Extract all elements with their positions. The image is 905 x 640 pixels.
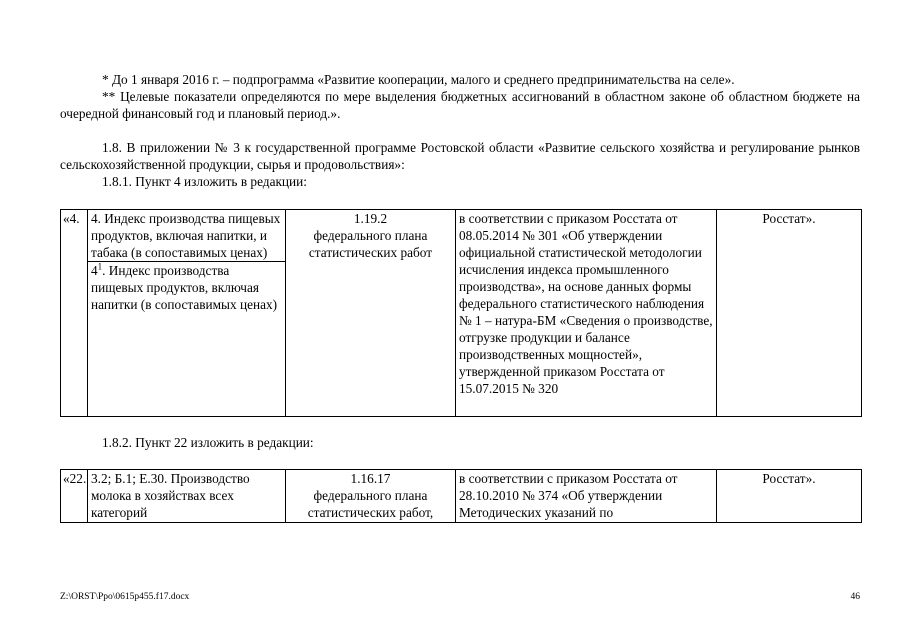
data-source: Росстат». (717, 470, 862, 523)
paragraph-1-8-2: 1.8.2. Пункт 22 изложить в редакции: (102, 435, 314, 450)
table-row (61, 470, 862, 523)
plan-code: 1.16.17 (350, 471, 391, 486)
paragraph-1-8-1: 1.8.1. Пункт 4 изложить в редакции: (102, 174, 307, 189)
table-item-22 (60, 469, 862, 523)
plan-code: 1.19.2 (353, 211, 388, 226)
plan-code-description: федерального плана статистических работ (308, 228, 433, 260)
item-number: «4. (61, 210, 88, 417)
indicator-name: 3.2; Б.1; Е.30. Производство молока в хозяйствах всех категорий (88, 470, 286, 523)
paragraph-1-8: 1.8. В приложении № 3 к государственной программе Ростовской области «Развитие сельского хозяйства и регулирование рынков сельскохозяйственной продукции, сырья и продовольствия»: (60, 140, 860, 172)
plan-code-cell (286, 210, 456, 417)
footer-page-number: 46 (850, 592, 860, 602)
footnote-1: * До 1 января 2016 г. – подпрограмма «Развитие кооперации, малого и среднего предпринимательства на селе». (102, 72, 735, 87)
item-number: «22. (61, 470, 88, 523)
table-item-4 (60, 209, 862, 417)
indicator-name-1 (88, 261, 285, 313)
plan-code-cell (286, 470, 456, 523)
indicator-name-1-text: . Индекс производства пищевых продуктов, включая напитки (в сопоставимых ценах) (91, 263, 278, 312)
data-source: Росстат». (717, 210, 862, 417)
indicator-name-1-superscript: 1 (97, 261, 103, 272)
plan-code-description: федерального плана статистических работ, (307, 488, 434, 520)
indicator-name-cell (88, 210, 286, 417)
methodology-basis: в соответствии с приказом Росстата от 28.10.2010 № 374 «Об утверждении Методических указаний по (456, 470, 717, 523)
indicator-name-1-prefix: 4 (91, 263, 98, 278)
indicator-name-original: 4. Индекс производства пищевых продуктов, включая напитки, и табака (в сопоставимых ценах) (91, 211, 281, 260)
footer-file-path: Z:\ORST\Ppo\0615p455.f17.docx (60, 592, 190, 602)
footnote-2: ** Целевые показатели определяются по мере выделения бюджетных ассигнований в областном законе об областном бюджете на очередной финансовый год и плановый период.». (60, 89, 860, 121)
methodology-basis: в соответствии с приказом Росстата от 08.05.2014 № 301 «Об утверждении официальной статистической методологии исчисления индекса промышленного производства», на основе данных формы федерального статистического наблюдения № 1 – натура-БМ «Сведения о производстве, отгрузке продукции и балансе производственных мощностей», утвержденной приказом Росстата от 15.07.2015 № 320 (456, 210, 717, 417)
table-row (61, 210, 862, 417)
